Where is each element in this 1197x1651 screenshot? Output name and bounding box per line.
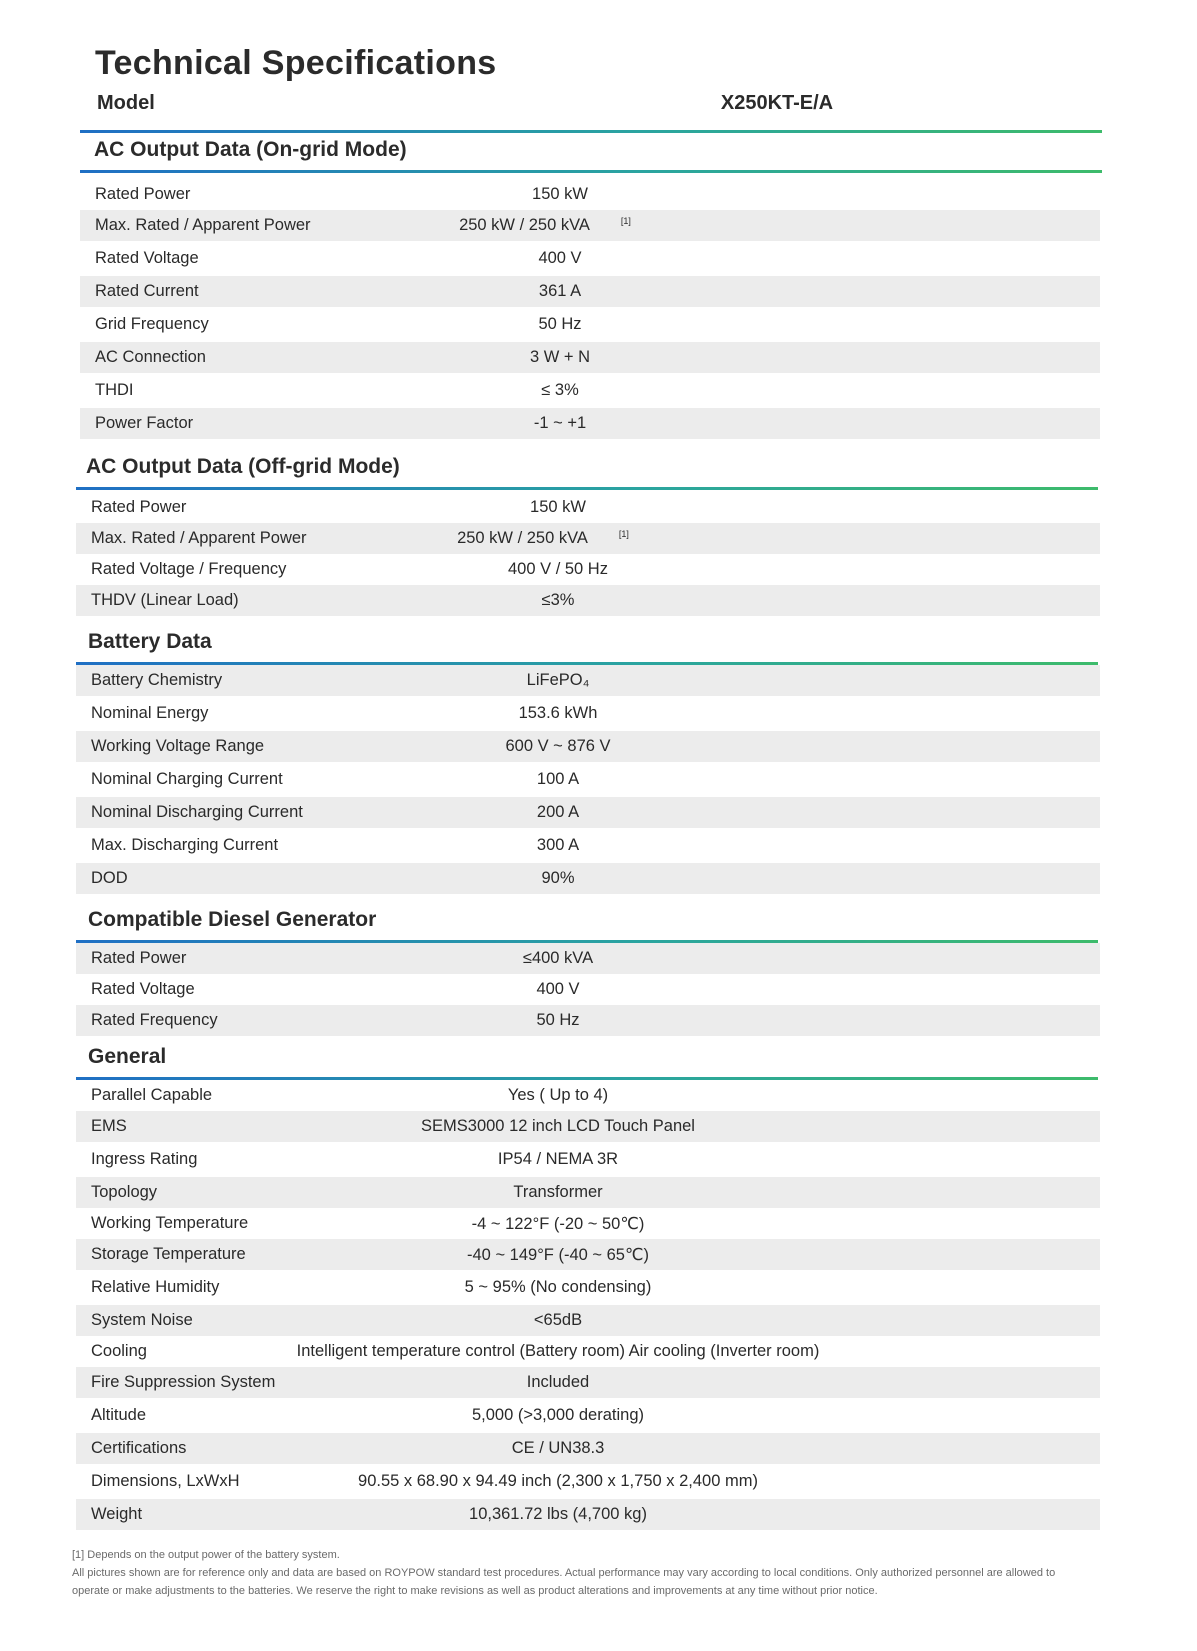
spec-value: 600 V ~ 876 V (505, 737, 611, 755)
spec-value: 10,361.72 lbs (4,700 kg) (469, 1505, 647, 1523)
spec-row (76, 1080, 1100, 1111)
spec-row (76, 1305, 1100, 1336)
spec-row (76, 665, 1100, 696)
spec-row (76, 554, 1100, 585)
spec-label: Storage Temperature (91, 1245, 246, 1263)
spec-value: -4 ~ 122°F (-20 ~ 50℃) (471, 1214, 645, 1233)
spec-label: Altitude (91, 1406, 147, 1424)
spec-label: Fire Suppression System (91, 1373, 276, 1391)
spec-label: Topology (91, 1183, 158, 1201)
section-title: AC Output Data (On-grid Mode) (94, 138, 407, 161)
spec-value: 3 W + N (529, 348, 591, 366)
spec-value: 400 V (538, 249, 582, 267)
spec-row (76, 828, 1100, 863)
section-divider (80, 170, 1102, 173)
spec-value: 400 V / 50 Hz (508, 560, 608, 578)
spec-label: EMS (91, 1117, 127, 1135)
spec-label: Nominal Charging Current (91, 770, 283, 788)
spec-value: <65dB (533, 1311, 583, 1329)
spec-row (76, 1270, 1100, 1305)
spec-row (80, 307, 1100, 342)
spec-row (80, 179, 1100, 210)
spec-label: Grid Frequency (95, 315, 209, 333)
spec-label: Rated Frequency (91, 1011, 218, 1029)
footnote: [1] Depends on the output power of the battery system. (72, 1549, 340, 1561)
footnote-ref: [1] (618, 529, 629, 539)
spec-value: 400 V (536, 980, 580, 998)
model-row (97, 92, 1097, 122)
spec-value: 300 A (536, 836, 580, 854)
footnotes (72, 1546, 1072, 1600)
section-title: General (88, 1045, 167, 1068)
section-battery (76, 625, 1098, 894)
spec-row (76, 1367, 1100, 1398)
spec-label: Rated Power (91, 498, 187, 516)
spec-value: 5,000 (>3,000 derating) (471, 1406, 644, 1424)
spec-label: Rated Power (91, 949, 187, 967)
spec-label: Nominal Discharging Current (91, 803, 303, 821)
spec-row (76, 762, 1100, 797)
spec-value: IP54 / NEMA 3R (497, 1150, 619, 1168)
spec-row (76, 1499, 1100, 1530)
spec-label: System Noise (91, 1311, 193, 1329)
spec-value: ≤ 3% (541, 381, 579, 399)
spec-row (76, 1177, 1100, 1208)
spec-row (80, 342, 1100, 373)
section-title: Battery Data (88, 630, 212, 653)
spec-row (76, 943, 1100, 974)
spec-label: Relative Humidity (91, 1278, 220, 1296)
spec-value: Yes ( Up to 4) (507, 1086, 609, 1104)
spec-row (76, 974, 1100, 1005)
spec-row (76, 1433, 1100, 1464)
spec-label: Max. Rated / Apparent Power (91, 529, 307, 547)
spec-value: -40 ~ 149°F (-40 ~ 65℃) (467, 1245, 649, 1264)
spec-row (76, 1398, 1100, 1433)
spec-row (76, 731, 1100, 762)
spec-row (76, 1005, 1100, 1036)
spec-row (76, 1239, 1100, 1270)
spec-label: Certifications (91, 1439, 187, 1457)
spec-row (76, 1208, 1100, 1239)
spec-value: LiFePO₄ (526, 671, 590, 689)
section-divider (76, 487, 1098, 490)
spec-value: 200 A (536, 803, 580, 821)
spec-label: Battery Chemistry (91, 671, 223, 689)
spec-value: -1 ~ +1 (533, 414, 587, 432)
spec-label: Max. Discharging Current (91, 836, 279, 854)
spec-label: AC Connection (95, 348, 206, 366)
section-diesel-generator (76, 903, 1098, 1036)
spec-label: Nominal Energy (91, 704, 209, 722)
spec-value: 153.6 kWh (518, 704, 598, 722)
section-ac-on-grid (80, 130, 1102, 439)
spec-row (76, 1111, 1100, 1142)
spec-label: Rated Current (95, 282, 199, 300)
spec-row (80, 276, 1100, 307)
spec-label: Parallel Capable (91, 1086, 213, 1104)
spec-value: 5 ~ 95% (No condensing) (464, 1278, 652, 1296)
spec-row (80, 373, 1100, 408)
section-title: Compatible Diesel Generator (88, 908, 377, 931)
spec-label: THDV (Linear Load) (91, 591, 239, 609)
spec-value: Included (526, 1373, 590, 1391)
spec-row (76, 696, 1100, 731)
spec-label: Rated Voltage (91, 980, 195, 998)
spec-value: ≤3% (541, 591, 575, 609)
spec-value: 100 A (536, 770, 580, 788)
spec-value: Intelligent temperature control (Battery room) Air cooling (Inverter room) (296, 1342, 820, 1360)
model-value: X250KT-E/A (720, 92, 834, 114)
section-ac-off-grid (76, 450, 1098, 616)
spec-row (76, 1464, 1100, 1499)
disclaimer: All pictures shown are for reference only and data are based on ROYPOW standard test procedures. Actual performance may vary according to local conditions. Only authorized personnel are allowed to operate or make adjustments to the batteries. We reserve the right to make revisions as well as product alterations and improvements at any time without prior notice. (72, 1567, 1056, 1597)
spec-row (80, 408, 1100, 439)
spec-value: 90.55 x 68.90 x 94.49 inch (2,300 x 1,750 x 2,400 mm) (358, 1472, 758, 1490)
spec-row (76, 1336, 1100, 1367)
spec-value: 250 kW / 250 kVA (459, 216, 590, 234)
spec-label: Dimensions, LxWxH (91, 1472, 240, 1490)
spec-label: Max. Rated / Apparent Power (95, 216, 311, 234)
spec-label: Rated Voltage (95, 249, 199, 267)
spec-row (76, 585, 1100, 616)
spec-row (76, 1142, 1100, 1177)
spec-value: 250 kW / 250 kVA (457, 529, 588, 547)
spec-label: Power Factor (95, 414, 194, 432)
spec-label: DOD (91, 869, 128, 887)
spec-label: THDI (95, 381, 134, 399)
model-label: Model (97, 92, 155, 114)
spec-label: Rated Power (95, 185, 191, 203)
spec-value: Transformer (513, 1183, 603, 1201)
spec-row (76, 797, 1100, 828)
section-title: AC Output Data (Off-grid Mode) (86, 455, 400, 478)
spec-value: SEMS3000 12 inch LCD Touch Panel (421, 1117, 695, 1135)
spec-row (76, 863, 1100, 894)
footnote-ref: [1] (620, 216, 631, 226)
page-title: Technical Specifications (95, 44, 497, 82)
spec-label: Cooling (91, 1342, 147, 1360)
spec-row (80, 210, 1100, 241)
spec-value: 50 Hz (538, 315, 582, 333)
spec-value: 50 Hz (536, 1011, 580, 1029)
section-general (76, 1040, 1098, 1530)
spec-value: CE / UN38.3 (511, 1439, 605, 1457)
spec-value: 361 A (538, 282, 582, 300)
spec-label: Working Voltage Range (91, 737, 265, 755)
spec-value: 90% (541, 869, 575, 887)
spec-row (76, 523, 1100, 554)
spec-label: Rated Voltage / Frequency (91, 560, 287, 578)
spec-label: Weight (91, 1505, 143, 1523)
spec-value: 150 kW (532, 185, 588, 203)
spec-row (76, 492, 1100, 523)
spec-label: Working Temperature (91, 1214, 249, 1232)
spec-value: ≤400 kVA (522, 949, 594, 967)
spec-value: 150 kW (530, 498, 586, 516)
spec-row (80, 241, 1100, 276)
spec-label: Ingress Rating (91, 1150, 198, 1168)
